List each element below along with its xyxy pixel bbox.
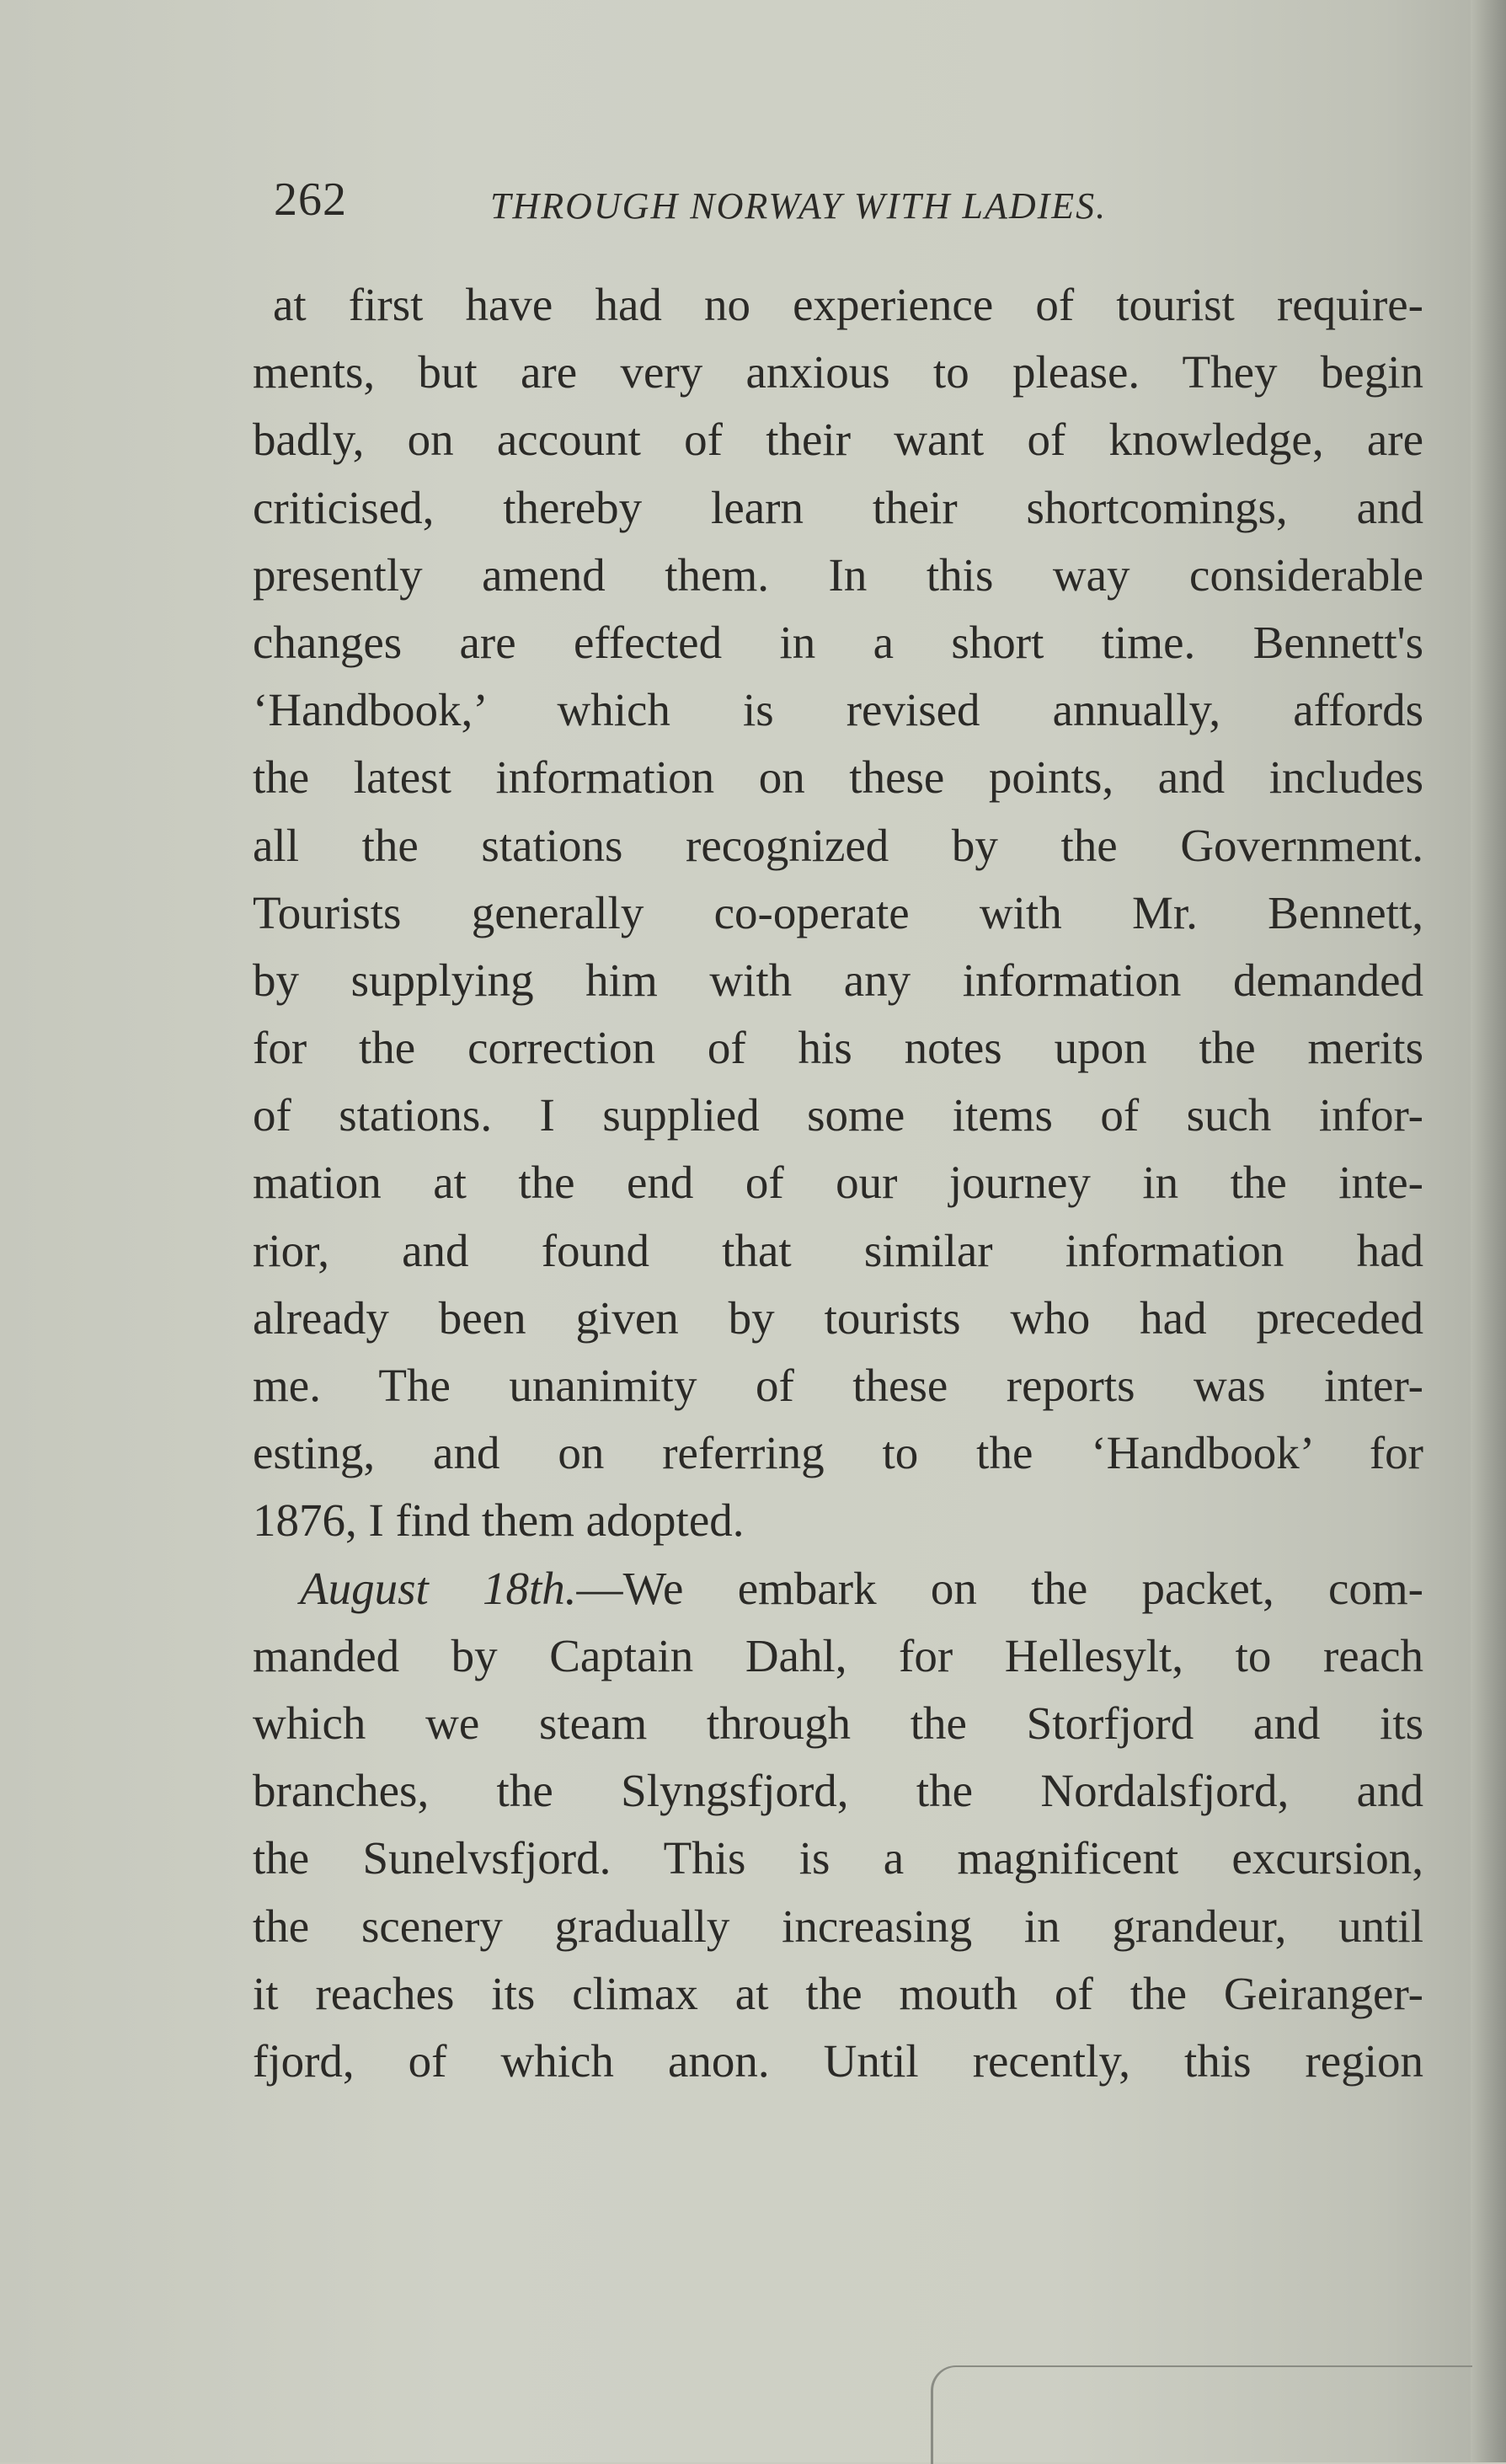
text-line-27: fjord, of which anon. Until recently, this region xyxy=(253,2034,1423,2087)
text-line-12: for the correction of his notes upon the merits xyxy=(253,1022,1423,1074)
text-line-1: at first have had no experience of tourist require- xyxy=(273,279,1423,330)
text-line-26: it reaches its climax at the mouth of the Geiranger- xyxy=(253,1967,1423,2019)
date-label: August 18th. xyxy=(300,1562,577,1614)
page-corner-mark xyxy=(931,2365,1472,2464)
text-line-16: already been given by tourists who had preceded xyxy=(253,1291,1423,1344)
text-line-13: of stations. I supplied some items of such infor- xyxy=(253,1089,1423,1141)
text-line-19: 1876, I find them adopted. xyxy=(253,1494,745,1547)
body-text xyxy=(253,271,1423,2095)
text-line-22: which we steam through the Storfjord and its xyxy=(253,1697,1423,1749)
text-line-5: presently amend them. In this way considerable xyxy=(253,548,1423,601)
text-line-3: badly, on account of their want of knowledge, are xyxy=(253,414,1423,466)
text-line-10: Tourists generally co-operate with Mr. Bennett, xyxy=(253,886,1423,938)
text-line-9: all the stations recognized by the Government. xyxy=(253,819,1423,871)
text-line-21: manded by Captain Dahl, for Hellesylt, to reach xyxy=(253,1629,1423,1681)
text-line-8: the latest information on these points, and includes xyxy=(253,751,1423,804)
text-line-20 xyxy=(253,1555,1423,1622)
text-line-2: ments, but are very anxious to please. They begin xyxy=(253,346,1423,398)
text-line-17: me. The unanimity of these reports was inter- xyxy=(253,1360,1423,1411)
text-line-14: mation at the end of our journey in the inte- xyxy=(253,1157,1423,1209)
text-line-11: by supplying him with any information demanded xyxy=(253,954,1423,1006)
text-line-18: esting, and on referring to the ‘Handbook’ for xyxy=(253,1427,1423,1479)
text-line-4: criticised, thereby learn their shortcomings, and xyxy=(253,481,1423,533)
date-line-rest: —We embark on the packet, com- xyxy=(576,1562,1423,1614)
page-header xyxy=(274,173,1251,232)
text-line-15: rior, and found that similar information had xyxy=(253,1224,1423,1276)
text-line-23: branches, the Slyngsfjord, the Nordalsfjord, and xyxy=(253,1765,1423,1817)
page-edge-shadow xyxy=(1471,0,1506,2462)
text-line-24: the Sunelvsfjord. This is a magnificent excursion, xyxy=(253,1832,1423,1884)
text-line-6: changes are effected in a short time. Bennett's xyxy=(253,616,1423,668)
text-line-25: the scenery gradually increasing in grandeur, until xyxy=(253,1900,1423,1952)
page-number: 262 xyxy=(274,174,347,226)
text-line-7: ‘Handbook,’ which is revised annually, affords xyxy=(253,684,1423,736)
running-head: THROUGH NORWAY WITH LADIES. xyxy=(490,185,1108,227)
